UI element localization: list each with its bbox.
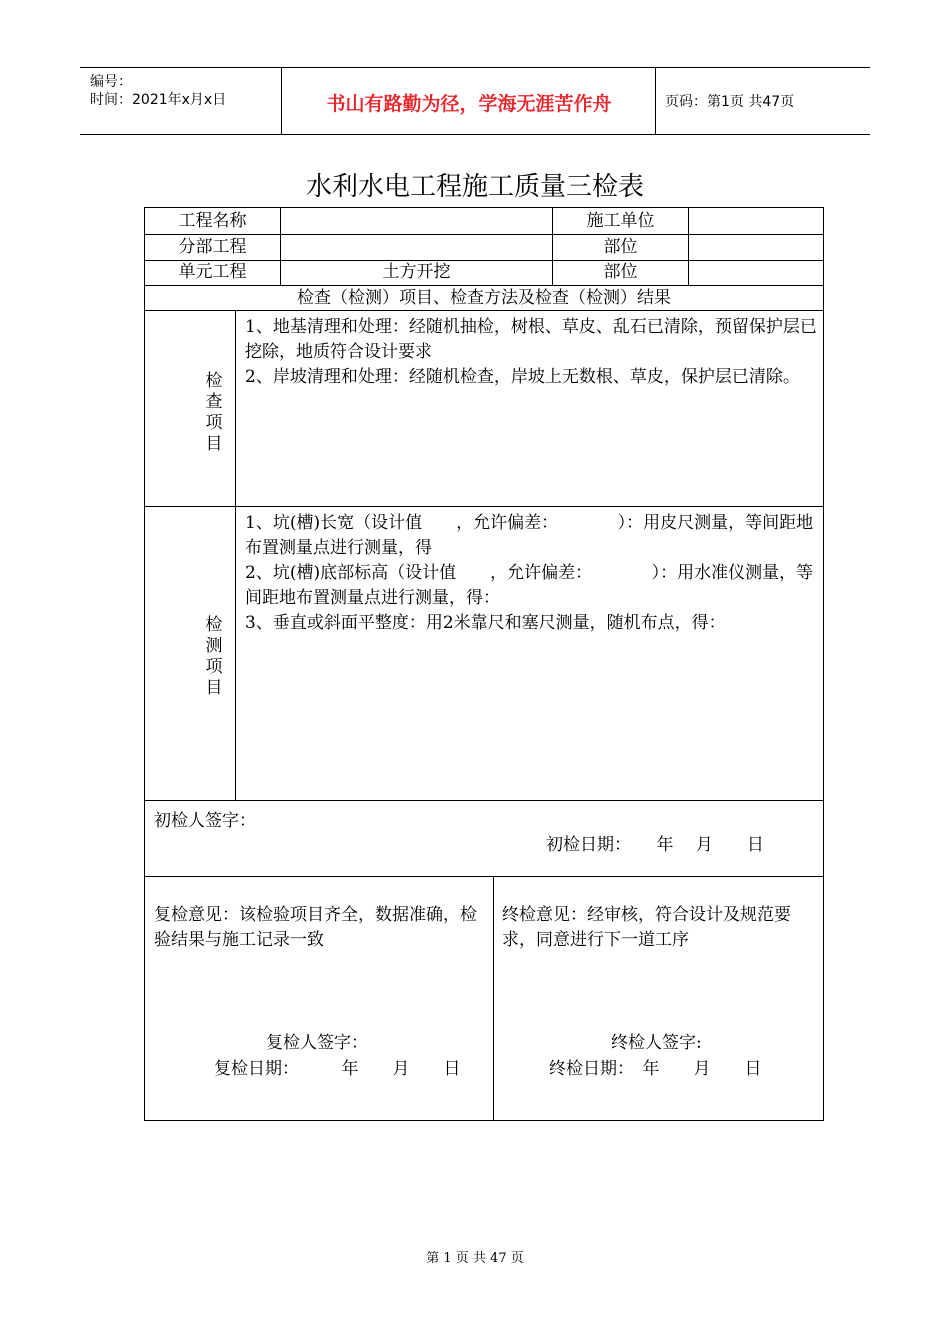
header-page-info: 页码：第1页 共47页 [665,94,795,110]
unit-project-label: 单元工程 [178,262,247,282]
initial-signature-label: 初检人签字： [154,811,256,831]
row-divider [145,876,823,877]
recheck-opinion: 复检意见：该检验项目齐全，数据准确，检验结果与施工记录一致 [154,905,477,950]
document-time-label: 时间：2021年x月x日 [90,92,227,108]
inspection-label: 检查项目 [205,371,223,454]
inspection-item: 1、地基清理和处理：经随机抽检，树根、草皮、乱石已清除，预留保护层已挖除，地质符合设计要求 [245,317,817,362]
final-date-label: 终检日期： 年 月 日 [549,1059,762,1079]
testing-items [245,511,817,636]
recheck-date-label: 复检日期： 年 月 日 [214,1059,461,1079]
document-code-label: 编号： [90,74,132,90]
location-label: 部位 [603,237,638,257]
header-top-rule [80,67,870,68]
inspection-table [144,207,824,1121]
sub-project-label: 分部工程 [178,237,247,257]
initial-date-label: 初检日期： 年 月 日 [546,835,764,855]
testing-item: 3、垂直或斜面平整度：用2米靠尺和塞尺测量，随机布点，得： [245,613,726,633]
testing-item: 1、坑(槽)长宽（设计值 ，允许偏差： ）：用皮尺测量，等间距地布置测量点进行测量，得 [245,513,814,558]
recheck-signature-label: 复检人签字： [266,1033,368,1053]
column-divider [688,208,689,285]
construction-unit-label: 施工单位 [586,211,655,231]
column-divider [235,310,236,800]
testing-item: 2、坑(槽)底部标高（设计值 ，允许偏差： ）：用水准仪测量，等间距地布置测量点进行测量，得： [245,563,814,608]
row-divider [145,506,823,507]
inspection-item: 2、岸坡清理和处理：经随机检查，岸坡上无数根、草皮，保护层已清除。 [245,367,800,387]
row-divider [145,800,823,801]
inspection-items [245,315,817,390]
final-signature-label: 终检人签字: [611,1033,702,1053]
section-header: 检查（检测）项目、检查方法及检查（检测）结果 [297,288,671,308]
final-opinion: 终检意见：经审核，符合设计及规范要求，同意进行下一道工序 [502,905,791,950]
column-divider [493,876,494,1120]
document-title: 水利水电工程施工质量三检表 [305,172,644,202]
header-bottom-rule [80,134,870,135]
unit-project-value: 土方开挖 [382,262,451,282]
document-header [80,67,870,135]
testing-label: 检测项目 [205,615,223,698]
location-label: 部位 [603,262,638,282]
page-footer: 第 1 页 共 47 页 [426,1251,524,1266]
project-name-label: 工程名称 [178,211,247,231]
header-motto: 书山有路勤为径，学海无涯苦作舟 [326,93,612,115]
